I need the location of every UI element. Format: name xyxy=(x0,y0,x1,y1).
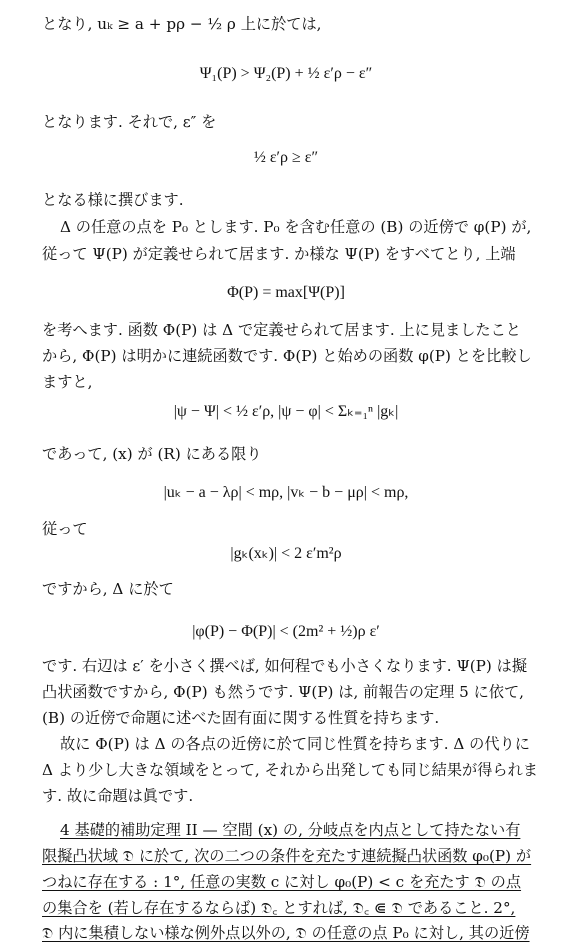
section-4-line-3: つねに存在する : 1°, 任意の実数 c に対し φ₀(P) < c を充たす 𝔇 の点 xyxy=(42,873,522,891)
equation-1: Ψ₁(P) > Ψ₂(P) + ½ ε′ρ − ε″ xyxy=(199,65,373,82)
section-4-line-4: の集合を (若し存在するならば) 𝔇꜀ とすれば, 𝔇꜀ ⋐ 𝔇 であること. 2°, xyxy=(42,899,516,917)
text-line-10: 従って xyxy=(42,520,88,538)
text-line-15: 故に Φ(P) は Δ の各点の近傍に於て同じ性質を持ちます. Δ の代りに xyxy=(60,735,530,753)
equation-3: Φ(P) = max[Ψ(P)] xyxy=(227,284,345,301)
equation-7: |φ(P) − Φ(P)| < (2m² + ½)ρ ε′ xyxy=(192,623,380,640)
section-4-line-5: 𝔇 内に集積しない様な例外点以外の, 𝔇 の任意の点 P₀ に対し, 其の近傍 xyxy=(42,924,530,942)
text-line-11: ですから, Δ に於て xyxy=(42,580,174,598)
text-line-16: Δ より少し大きな領域をとって, それから出発しても同じ結果が得られま xyxy=(42,761,538,779)
equation-6: |gₖ(xₖ)| < 2 ε′m²ρ xyxy=(230,545,342,562)
text-line-3: となる様に撰びます. xyxy=(42,191,184,209)
text-line-17: す. 故に命題は眞です. xyxy=(42,787,194,805)
text-line-13: 凸状函数ですから, Φ(P) も然うです. Ψ(P) は, 前報告の定理 5 に依て, xyxy=(42,683,524,701)
text-line-6: を考へます. 函数 Φ(P) は Δ で定義せられて居ます. 上に見ましたこと xyxy=(42,321,521,339)
text-line-14: (B) の近傍で命題に述べた固有面に関する性質を持ちます. xyxy=(42,709,440,727)
text-line-5: 従って Ψ(P) が定義せられて居ます. か様な Ψ(P) をすべてとり, 上端 xyxy=(42,245,516,263)
text-line-4: Δ の任意の点を P₀ とします. P₀ を含む任意の (B) の近傍で φ(P) が, xyxy=(60,218,532,236)
equation-2: ½ ε′ρ ≥ ε″ xyxy=(253,149,319,166)
section-4-line-2: 限擬凸状域 𝔇 に於て, 次の二つの条件を充たす連続擬凸状函数 φ₀(P) が xyxy=(42,847,532,865)
equation-5: |uₖ − a − λρ| < mρ, |vₖ − b − μρ| < mρ, xyxy=(163,484,409,501)
text-line-2: となります. それで, ε″ を xyxy=(42,113,217,131)
text-line-9: であって, (x) が (R) にある限り xyxy=(42,445,262,463)
section-4-line-1: 4 基礎的補助定理 II — 空間 (x) の, 分岐点を内点として持たない有 xyxy=(60,821,521,839)
text-line-12: です. 右辺は ε′ を小さく撰べば, 如何程でも小さくなります. Ψ(P) は擬 xyxy=(42,657,528,675)
text-line-7: から, Φ(P) は明かに連続函数です. Φ(P) と始めの函数 φ(P) とを比較し xyxy=(42,347,532,365)
equation-4: |ψ − Ψ| < ½ ε′ρ, |ψ − φ| < Σₖ₌₁ⁿ |gₖ| xyxy=(173,403,399,420)
text-line-1: となり, uₖ ≥ a + pρ − ½ ρ 上に於ては, xyxy=(42,15,322,33)
text-line-8: ますと, xyxy=(42,373,93,391)
